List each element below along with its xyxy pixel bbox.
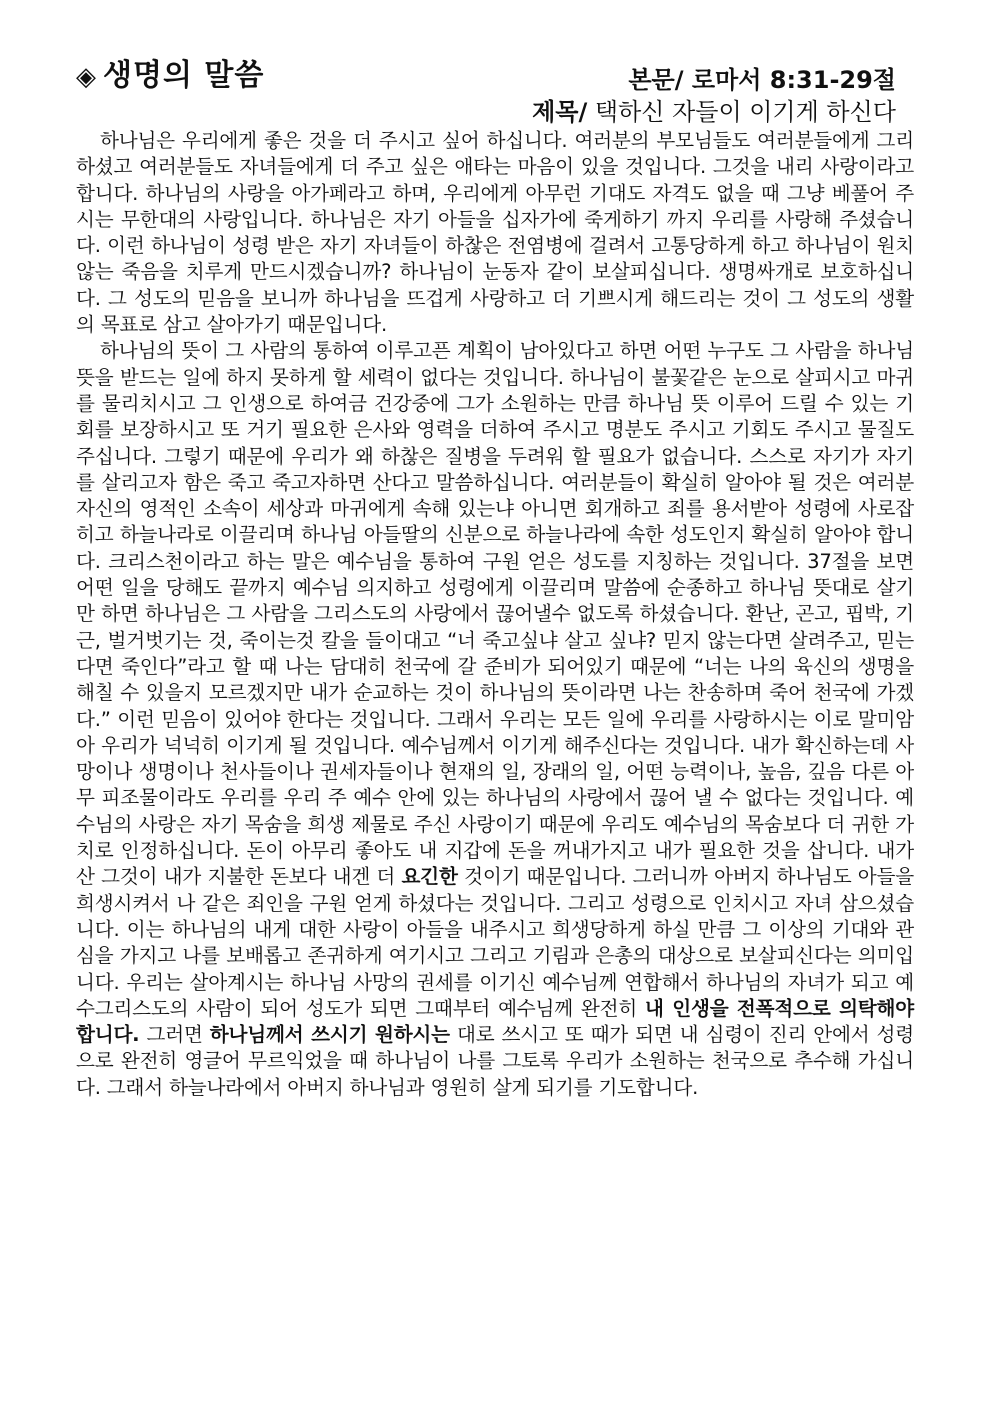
paragraph-2-part-a: 하나님의 뜻이 그 사람의 통하여 이루고픈 계획이 남아있다고 하면 어떤 누구도 그 사람을 하나님 뜻을 받드는 일에 하지 못하게 할 세력이 없다는 것입니다. 하나님이 불꽃같은 눈으로 살피시고 마귀를 물리치시고 그 인생으로 하여금 건강중에 그가 소원하는 만큼 하나님 뜻 이루어 드릴 수 있는 기회를 보장하시고 또 거기 필요한 은사와 영력을 더하여 주시고 명분도 주시고 기회도 주시고 물질도 주십니다. 그렇기 때문에 우리가 왜 하찮은 질병을 두려워 할 필요가 없습니다. 스스로 자기가 자기를 살리고자 함은 죽고 죽고자하면 산다고 말씀하십니다. 여러분들이 확실히 알아야 될 것은 여러분 자신의 영적인 소속이 세상과 마귀에게 속해 있는냐 아니면 회개하고 죄를 용서받아 성령에 사로잡히고 하늘나라로 이끌리며 하나님 아들딸의 신분으로 하늘나라에 속한 성도인지 확실히 알아야 합니다. 크리스천이라고 하는 말은 예수님을 통하여 구원 얻은 성도를 지칭하는 것입니다. 37절을 보면 어떤 일을 당해도 끝까지 예수님 의지하고 성령에게 이끌리며 말씀에 순종하고 하나님 뜻대로 살기만 하면 하나님은 그 사람을 그리스도의 사랑에서 끊어낼수 없도록 하셨습니다. 환난, 곤고, 핍박, 기근, 벌거벗기는 것, 죽이는것 칼을 들이대고 “너 죽고싶냐 살고 싶냐? 믿지 않는다면 살려주고, 믿는다면 죽인다”라고 할 때 나는 담대히 천국에 갈 준비가 되어있기 때문에 “너는 나의 육신의 생명을 해칠 수 있을지 모르겠지만 내가 순교하는 것이 하나님의 뜻이라면 나는 찬송하며 죽어 천국에 가겠다.” 이런 믿음이 있어야 한다는 것입니다. 그래서 우리는 모든 일에 우리를 사랑하시는 이로 말미암아 우리가 넉넉히 이기게 될 것입니다. 예수님께서 이기게 해주신다는 것입니다. 내가 확신하는데 사망이나 생명이나 천사들이나 권세자들이나 현재의 일, 장래의 일, 어떤 능력이나, 높음, 깊음 다른 아무 피조물이라도 우리를 우리 주 예수 안에 있는 하나님의 사랑에서 끊어 낼 수 없다는 것입니다. 예수님의 사랑은 자기 목숨을 희생 제물로 주신 사랑이기 때문에 우리도 예수님의 목숨보다 더 귀한 가치로 인정하십니다. 돈이 아무리 좋아도 내 지갑에 돈을 꺼내가지고 내가 필요한 것을 삽니다. 내가 산 그것이 내가 지불한 돈보다 내겐 더 <box>76 339 914 889</box>
subject-label: 제목 <box>532 98 579 126</box>
scripture-label: 본문 <box>628 66 675 94</box>
page-title <box>76 50 264 94</box>
emphasis-text: 요긴한 <box>401 865 458 889</box>
paragraph-2-part-c: 그러면 <box>139 1023 210 1047</box>
emphasis-text: 내 인생을 전폭적으로 의탁해야 합니다. <box>76 996 914 1047</box>
emphasis-text: 하나님께서 쓰시기 원하시는 <box>209 1023 450 1047</box>
scripture-text: 로마서 8:31-29절 <box>691 66 896 94</box>
paragraph-1: 하나님은 우리에게 좋은 것을 더 주시고 싶어 하십니다. 여러분의 부모님들도 여러분들에게 그리하셨고 여러분들도 자녀들에게 더 주고 싶은 애타는 마음이 있을 것입니다. 그것을 내리 사랑이라고 합니다. 하나님의 사랑을 아가페라고 하며, 우리에게 아무런 기대도 자격도 없을 때 그냥 베풀어 주시는 무한대의 사랑입니다. 하나님은 자기 아들을 십자가에 죽게하기 까지 우리를 사랑해 주셨습니다. 이런 하나님이 성령 받은 자기 자녀들이 하찮은 전염병에 걸려서 고통당하게 하고 하나님이 원치 않는 죽음을 치루게 만드시겠습니까? 하나님이 눈동자 같이 보살피십니다. 생명싸개로 보호하십니다. 그 성도의 믿음을 보니까 하나님을 뜨겁게 사랑하고 더 기쁘시게 해드리는 것이 그 성도의 생활의 목표로 삼고 살아가기 때문입니다. <box>76 129 914 337</box>
paragraph-2-part-d: 대로 쓰시고 또 때가 되면 내 심령이 진리 안에서 성령으로 완전히 영글어 무르익었을 때 하나님이 나를 그토록 우리가 소원하는 천국으로 추수해 가십니다. 그래서 하늘나라에서 아버지 하나님과 영원히 살게 되기를 기도합니다. <box>76 1023 914 1099</box>
sermon-body <box>76 128 914 1101</box>
scripture-reference <box>628 60 896 95</box>
paragraph-2-part-b: 것이기 때문입니다. 그러니까 아버지 하나님도 아들을 희생시켜서 나 같은 죄인을 구원 얻게 하셨다는 것입니다. 그리고 성령으로 인치시고 자녀 삼으셨습니다. 이는 하나님의 내게 대한 사랑이 아들을 내주시고 희생당하게 하실 만큼 그 이상의 기대와 관심을 가지고 나를 보배롭고 존귀하게 여기시고 그리고 기림과 은총의 대상으로 보살피신다는 의미입니다. 우리는 살아계시는 하나님 사망의 권세를 이기신 예수님께 연합해서 하나님의 자녀가 되고 예수그리스도의 사람이 되어 성도가 되면 그때부터 예수님께 완전히 <box>76 865 914 1020</box>
scripture-separator: / <box>674 66 684 94</box>
sermon-subject <box>532 92 896 127</box>
paragraph-2 <box>76 338 914 1101</box>
subject-separator: / <box>578 98 588 126</box>
subject-text: 택하신 자들이 이기게 하신다 <box>594 98 896 126</box>
title-text: 생명의 말씀 <box>103 58 265 93</box>
diamond-icon: ◈ <box>76 62 97 92</box>
